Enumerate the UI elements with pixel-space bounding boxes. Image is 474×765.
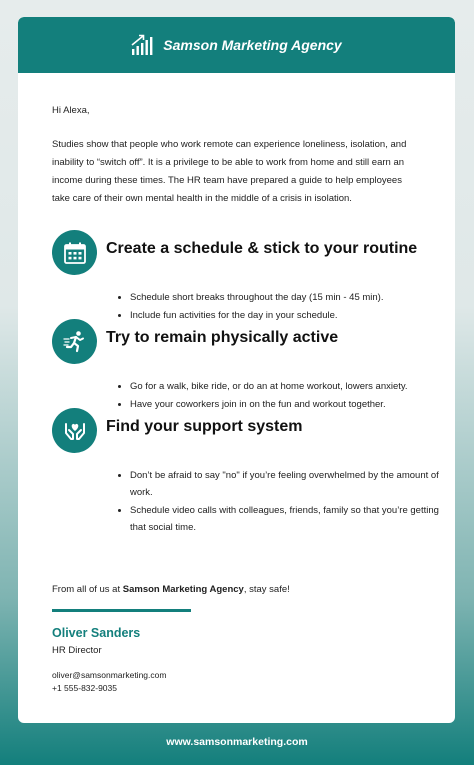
greeting: Hi Alexa, (52, 105, 90, 116)
list-item: • Schedule video calls with colleagues, friends, family so that you’re getting that social time. (130, 502, 440, 536)
section-title: Try to remain physically active (106, 329, 339, 346)
signature-role: HR Director (52, 645, 102, 656)
signature-divider (52, 609, 191, 612)
section-points (114, 378, 440, 413)
list-item: • Don’t be afraid to say "no" if you’re feeling overwhelmed by the amount of work. (130, 467, 440, 501)
section-title: Find your support system (106, 418, 303, 435)
list-item: • Go for a walk, bike ride, or do an at home workout, lowers anxiety. (130, 378, 440, 395)
section-badge (52, 319, 97, 364)
brand-name: Samson Marketing Agency (163, 37, 342, 53)
closing-company: Samson Marketing Agency (122, 584, 244, 595)
section-badge (52, 408, 97, 453)
calendar-icon (62, 240, 88, 266)
running-person-icon (62, 329, 88, 355)
email-header (18, 17, 455, 73)
closing-line (52, 584, 290, 595)
closing-suffix: , stay safe! (243, 584, 290, 595)
section-title: Create a schedule & stick to your routine (106, 240, 418, 257)
section-points (114, 467, 440, 536)
section-badge (52, 230, 97, 275)
supporting-hands-icon (62, 418, 88, 444)
email-card (18, 17, 455, 723)
bar-chart-arrow-icon (131, 34, 153, 56)
closing-prefix: From all of us at (52, 584, 123, 595)
signature-name: Oliver Sanders (52, 626, 141, 640)
signature-phone: +1 555-832-9035 (52, 683, 117, 693)
section-points (114, 289, 440, 324)
list-item: • Have your coworkers join in on the fun and workout together. (130, 396, 440, 413)
list-item: • Include fun activities for the day in your schedule. (130, 307, 440, 324)
list-item: • Schedule short breaks throughout the day (15 min - 45 min). (130, 289, 440, 306)
signature-email-link[interactable]: oliver@samsonmarketing.com (52, 670, 167, 680)
footer-website-link[interactable]: www.samsonmarketing.com (166, 736, 308, 748)
intro-paragraph: Studies show that people who work remote can experience loneliness, isolation, and inability to “switch off”. It is a privilege to be able to work from home and still earn an income during these times. The HR team have prepared a guide to help employees take care of their own mental health in the middle of a crisis in isolation. (52, 139, 407, 204)
